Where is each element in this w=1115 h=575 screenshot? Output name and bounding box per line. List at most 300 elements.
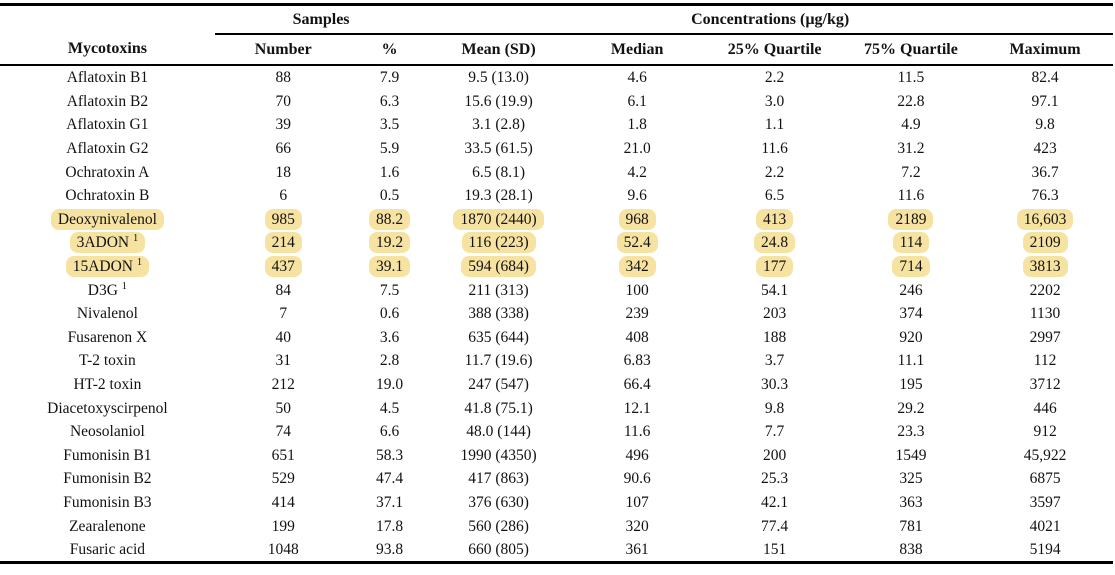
maximum-cell: [977, 373, 1113, 397]
mycotoxin-name-cell: [0, 160, 215, 184]
mean-sd-value: 376 (630): [468, 493, 529, 511]
table-row: [0, 137, 1113, 161]
mean-sd-cell: [427, 90, 569, 114]
number-cell: [215, 302, 352, 326]
number-value: 529: [271, 470, 295, 488]
percent-cell: [352, 326, 428, 350]
percent-cell: [352, 184, 428, 208]
footnote-marker: 1: [132, 233, 139, 245]
maximum-value: 76.3: [1031, 187, 1059, 205]
mycotoxin-name-cell: [0, 208, 215, 232]
mycotoxin-name-cell: [0, 420, 215, 444]
q25-cell: [704, 302, 844, 326]
q75-value: 246: [899, 281, 923, 299]
mycotoxin-name-cell: [0, 396, 215, 420]
mycotoxin-name: Aflatoxin B2: [66, 92, 149, 110]
number-cell: [215, 137, 352, 161]
q75-cell: [845, 444, 977, 468]
mycotoxin-name: Neosolaniol: [69, 423, 145, 441]
number-cell: [215, 420, 352, 444]
number-value: 6: [279, 187, 288, 205]
maximum-value: 45,922: [1023, 446, 1067, 464]
number-cell: [215, 90, 352, 114]
footnote-marker: 1: [121, 280, 128, 292]
maximum-value: 9.8: [1035, 116, 1055, 134]
mean-sd-value: 9.5 (13.0): [468, 69, 529, 87]
number-cell: [215, 255, 352, 279]
number-value: 74: [275, 423, 291, 441]
mycotoxin-name-cell: [0, 491, 215, 515]
median-cell: [570, 208, 705, 232]
mean-sd-cell: [427, 208, 569, 232]
table-row: [0, 420, 1113, 444]
q75-cell: [845, 467, 977, 491]
maximum-value: 423: [1033, 140, 1057, 158]
maximum-value: 3813: [1023, 256, 1068, 277]
q25-cell: [704, 160, 844, 184]
percent-cell: [352, 65, 428, 90]
q25-value: 24.8: [754, 232, 795, 253]
mean-sd-cell: [427, 373, 569, 397]
q25-value: 11.6: [761, 140, 788, 158]
number-cell: [215, 113, 352, 137]
group-header-samples: Samples: [215, 5, 428, 35]
q75-cell: [845, 396, 977, 420]
percent-value: 19.2: [369, 232, 410, 253]
mycotoxin-name: Fusarenon X: [67, 328, 148, 346]
mean-sd-value: 11.7 (19.6): [464, 352, 533, 370]
number-value: 18: [275, 163, 291, 181]
q75-cell: [845, 90, 977, 114]
column-header-mycotoxins: Mycotoxins: [0, 34, 215, 65]
q75-value: 23.3: [897, 423, 925, 441]
median-cell: [570, 184, 705, 208]
mean-sd-value: 388 (338): [468, 305, 529, 323]
percent-cell: [352, 255, 428, 279]
table-row: [0, 160, 1113, 184]
number-cell: [215, 278, 352, 302]
q75-value: 22.8: [897, 92, 925, 110]
q75-value: 11.6: [897, 187, 925, 205]
number-value: 50: [275, 399, 291, 417]
number-cell: [215, 467, 352, 491]
percent-cell: [352, 420, 428, 444]
percent-value: 93.8: [375, 541, 404, 559]
table-row: [0, 326, 1113, 350]
number-cell: [215, 326, 352, 350]
mean-sd-value: 19.3 (28.1): [464, 187, 533, 205]
mycotoxin-name: Fumonisin B2: [63, 470, 152, 488]
q25-cell: [704, 184, 844, 208]
number-cell: [215, 349, 352, 373]
column-header-75-quartile: 75% Quartile: [845, 34, 977, 65]
number-cell: [215, 514, 352, 538]
percent-cell: [352, 396, 428, 420]
q25-value: 6.5: [764, 187, 785, 205]
maximum-cell: [977, 326, 1113, 350]
mean-sd-value: 3.1 (2.8): [472, 116, 526, 134]
column-header-mean-sd: Mean (SD): [427, 34, 569, 65]
median-value: 21.0: [623, 140, 651, 158]
maximum-value: 3597: [1029, 493, 1061, 511]
maximum-value: 2202: [1029, 281, 1061, 299]
mean-sd-value: 247 (547): [468, 376, 529, 394]
q75-value: 11.1: [897, 352, 925, 370]
number-value: 414: [271, 493, 295, 511]
table-row: [0, 538, 1113, 563]
mycotoxin-name-cell: [0, 231, 215, 255]
percent-cell: [352, 208, 428, 232]
q25-cell: [704, 349, 844, 373]
percent-value: 19.0: [375, 376, 404, 394]
q25-cell: [704, 420, 844, 444]
number-value: 88: [275, 69, 291, 87]
mean-sd-cell: [427, 278, 569, 302]
maximum-value: 2997: [1029, 328, 1061, 346]
percent-value: 7.9: [379, 69, 400, 87]
percent-cell: [352, 231, 428, 255]
mycotoxin-name-cell: [0, 326, 215, 350]
table-header: [0, 5, 1113, 66]
mycotoxin-name-cell: [0, 184, 215, 208]
q25-value: 188: [762, 328, 787, 346]
maximum-cell: [977, 255, 1113, 279]
table-row: [0, 491, 1113, 515]
mean-sd-cell: [427, 396, 569, 420]
q75-value: 325: [899, 470, 923, 488]
mean-sd-value: 15.6 (19.9): [464, 92, 533, 110]
maximum-cell: [977, 208, 1113, 232]
table-row: [0, 255, 1113, 279]
median-value: 239: [625, 305, 649, 323]
mean-sd-value: 41.8 (75.1): [464, 399, 533, 417]
maximum-cell: [977, 467, 1113, 491]
q25-cell: [704, 514, 844, 538]
mycotoxin-name-cell: [0, 113, 215, 137]
mycotoxin-name-cell: [0, 349, 215, 373]
percent-cell: [352, 491, 428, 515]
mycotoxin-name: Fumonisin B3: [63, 493, 152, 511]
q25-cell: [704, 90, 844, 114]
percent-cell: [352, 113, 428, 137]
table-row: [0, 373, 1113, 397]
mean-sd-cell: [427, 420, 569, 444]
table-row: [0, 184, 1113, 208]
q75-cell: [845, 514, 977, 538]
mycotoxin-name: Fusaric acid: [69, 541, 146, 559]
maximum-cell: [977, 113, 1113, 137]
q75-cell: [845, 113, 977, 137]
mean-sd-value: 33.5 (61.5): [464, 140, 533, 158]
number-value: 84: [275, 281, 291, 299]
q75-cell: [845, 231, 977, 255]
mycotoxin-name: Zearalenone: [69, 517, 146, 535]
q25-cell: [704, 326, 844, 350]
number-value: 7: [279, 305, 288, 323]
column-header-25-quartile: 25% Quartile: [704, 34, 844, 65]
maximum-cell: [977, 396, 1113, 420]
number-cell: [215, 491, 352, 515]
median-cell: [570, 278, 705, 302]
percent-cell: [352, 160, 428, 184]
median-value: 1.8: [627, 116, 647, 134]
q25-value: 203: [762, 305, 787, 323]
footnote-marker: 1: [136, 256, 143, 268]
q75-cell: [845, 160, 977, 184]
q75-value: 4.9: [901, 116, 921, 134]
percent-cell: [352, 514, 428, 538]
percent-value: 88.2: [369, 209, 410, 230]
median-cell: [570, 160, 705, 184]
table-row: [0, 90, 1113, 114]
number-cell: [215, 208, 352, 232]
q25-cell: [704, 467, 844, 491]
mean-sd-value: 594 (684): [461, 256, 536, 277]
mean-sd-cell: [427, 160, 569, 184]
maximum-cell: [977, 514, 1113, 538]
mean-sd-cell: [427, 137, 569, 161]
number-value: 985: [265, 209, 302, 230]
maximum-cell: [977, 420, 1113, 444]
q25-value: 54.1: [761, 281, 789, 299]
q25-value: 30.3: [761, 376, 789, 394]
maximum-cell: [977, 184, 1113, 208]
percent-value: 5.9: [379, 140, 400, 158]
q75-value: 2189: [888, 209, 933, 230]
mean-sd-value: 660 (805): [468, 541, 529, 559]
mycotoxin-name-cell: [0, 538, 215, 563]
median-cell: [570, 349, 705, 373]
mean-sd-value: 560 (286): [468, 517, 529, 535]
q75-cell: [845, 326, 977, 350]
q25-value: 2.2: [764, 69, 785, 87]
mycotoxin-name-cell: [0, 255, 215, 279]
mean-sd-cell: [427, 255, 569, 279]
maximum-value: 36.7: [1031, 163, 1059, 181]
median-value: 6.83: [623, 352, 651, 370]
q75-cell: [845, 538, 977, 563]
mean-sd-cell: [427, 184, 569, 208]
median-value: 496: [625, 446, 649, 464]
percent-cell: [352, 137, 428, 161]
table-row: [0, 349, 1113, 373]
q75-value: 374: [899, 305, 923, 323]
q75-cell: [845, 349, 977, 373]
mean-sd-cell: [427, 302, 569, 326]
percent-value: 7.5: [379, 281, 400, 299]
number-value: 199: [271, 517, 295, 535]
percent-value: 0.5: [379, 187, 400, 205]
q75-cell: [845, 302, 977, 326]
median-cell: [570, 302, 705, 326]
q25-value: 1.1: [764, 116, 785, 134]
median-cell: [570, 444, 705, 468]
percent-value: 6.6: [379, 423, 400, 441]
table-row: [0, 514, 1113, 538]
maximum-value: 3712: [1029, 376, 1061, 394]
maximum-cell: [977, 65, 1113, 90]
mycotoxin-name: Aflatoxin G1: [66, 116, 149, 134]
percent-cell: [352, 538, 428, 563]
table-row: [0, 231, 1113, 255]
percent-cell: [352, 278, 428, 302]
percent-cell: [352, 444, 428, 468]
number-value: 1048: [267, 541, 299, 559]
number-value: 437: [265, 256, 302, 277]
table-row: [0, 444, 1113, 468]
q25-value: 42.1: [761, 493, 789, 511]
mean-sd-value: 635 (644): [468, 328, 529, 346]
table-body: [0, 65, 1113, 563]
maximum-cell: [977, 349, 1113, 373]
mean-sd-cell: [427, 444, 569, 468]
table-row: [0, 208, 1113, 232]
mycotoxin-name-cell: [0, 90, 215, 114]
median-cell: [570, 538, 705, 563]
percent-value: 39.1: [369, 256, 410, 277]
median-cell: [570, 396, 705, 420]
table-row: [0, 467, 1113, 491]
percent-value: 3.5: [379, 116, 400, 134]
number-value: 651: [271, 446, 295, 464]
q25-value: 177: [756, 256, 793, 277]
median-value: 107: [625, 493, 649, 511]
maximum-value: 4021: [1029, 517, 1061, 535]
table-row: [0, 278, 1113, 302]
q75-value: 920: [899, 328, 923, 346]
mean-sd-cell: [427, 467, 569, 491]
median-value: 4.2: [627, 163, 647, 181]
median-cell: [570, 113, 705, 137]
maximum-cell: [977, 302, 1113, 326]
q25-cell: [704, 137, 844, 161]
number-value: 66: [275, 140, 291, 158]
q25-value: 77.4: [761, 517, 789, 535]
q75-cell: [845, 208, 977, 232]
median-value: 66.4: [623, 376, 651, 394]
number-cell: [215, 65, 352, 90]
q25-value: 2.2: [764, 163, 785, 181]
median-cell: [570, 467, 705, 491]
q75-value: 11.5: [897, 69, 925, 87]
mean-sd-cell: [427, 491, 569, 515]
percent-cell: [352, 467, 428, 491]
q75-cell: [845, 278, 977, 302]
q25-cell: [704, 491, 844, 515]
median-value: 12.1: [623, 399, 651, 417]
maximum-value: 2109: [1023, 232, 1068, 253]
mycotoxin-name: Ochratoxin A: [65, 163, 150, 181]
mycotoxin-name-cell: [0, 65, 215, 90]
number-cell: [215, 184, 352, 208]
number-cell: [215, 231, 352, 255]
maximum-value: 912: [1033, 423, 1057, 441]
median-value: 90.6: [623, 470, 651, 488]
number-value: 70: [275, 92, 291, 110]
mean-sd-value: 211 (313): [468, 281, 529, 299]
mean-sd-cell: [427, 231, 569, 255]
q25-cell: [704, 231, 844, 255]
percent-value: 4.5: [379, 399, 400, 417]
mean-sd-value: 417 (863): [468, 470, 529, 488]
number-value: 31: [275, 352, 291, 370]
maximum-value: 16,603: [1017, 209, 1074, 230]
q75-value: 29.2: [897, 399, 925, 417]
mycotoxin-name-cell: [0, 514, 215, 538]
number-cell: [215, 160, 352, 184]
q75-cell: [845, 491, 977, 515]
q25-cell: [704, 444, 844, 468]
mycotoxin-name-cell: [0, 302, 215, 326]
percent-value: 2.8: [379, 352, 400, 370]
mycotoxin-name: Diacetoxyscirpenol: [47, 399, 168, 417]
q25-value: 151: [762, 541, 787, 559]
maximum-cell: [977, 491, 1113, 515]
median-cell: [570, 90, 705, 114]
group-header-concentrations: Concentrations (µg/kg): [427, 5, 1113, 35]
number-cell: [215, 396, 352, 420]
q25-value: 25.3: [761, 470, 789, 488]
q75-cell: [845, 373, 977, 397]
mycotoxin-name-cell: [0, 373, 215, 397]
median-cell: [570, 137, 705, 161]
median-value: 408: [625, 328, 649, 346]
number-value: 40: [275, 328, 291, 346]
median-cell: [570, 231, 705, 255]
q25-value: 3.7: [764, 352, 785, 370]
q75-value: 195: [899, 376, 923, 394]
maximum-value: 1130: [1029, 305, 1061, 323]
mycotoxin-name: D3G $^1$: [87, 280, 128, 299]
mean-sd-cell: [427, 349, 569, 373]
maximum-cell: [977, 278, 1113, 302]
mycotoxin-name: Aflatoxin G2: [66, 140, 149, 158]
maximum-value: 6875: [1029, 470, 1061, 488]
column-header-row: [0, 34, 1113, 65]
table-row: [0, 302, 1113, 326]
maximum-cell: [977, 137, 1113, 161]
mycotoxin-table: [0, 3, 1113, 564]
mean-sd-value: 1870 (2440): [453, 209, 543, 230]
median-value: 4.6: [627, 69, 647, 87]
q75-value: 363: [899, 493, 923, 511]
mycotoxin-name: T-2 toxin: [79, 352, 136, 370]
median-cell: [570, 514, 705, 538]
mycotoxin-name: 3ADON $^1$: [70, 232, 146, 253]
number-value: 212: [271, 376, 295, 394]
median-value: 361: [625, 541, 649, 559]
percent-value: 0.6: [379, 305, 400, 323]
percent-value: 47.4: [375, 470, 404, 488]
q25-cell: [704, 373, 844, 397]
q75-value: 31.2: [897, 140, 925, 158]
q75-value: 1549: [895, 446, 927, 464]
median-value: 52.4: [617, 232, 658, 253]
q25-value: 413: [756, 209, 793, 230]
percent-cell: [352, 90, 428, 114]
mean-sd-value: 1990 (4350): [460, 446, 537, 464]
table-row: [0, 65, 1113, 90]
mycotoxin-name: HT-2 toxin: [73, 376, 142, 394]
spanner-header-row: [0, 5, 1113, 35]
mycotoxin-name-cell: [0, 137, 215, 161]
median-value: 342: [619, 256, 656, 277]
q25-cell: [704, 538, 844, 563]
percent-value: 58.3: [375, 446, 404, 464]
q25-cell: [704, 65, 844, 90]
maximum-cell: [977, 231, 1113, 255]
percent-value: 17.8: [375, 517, 404, 535]
